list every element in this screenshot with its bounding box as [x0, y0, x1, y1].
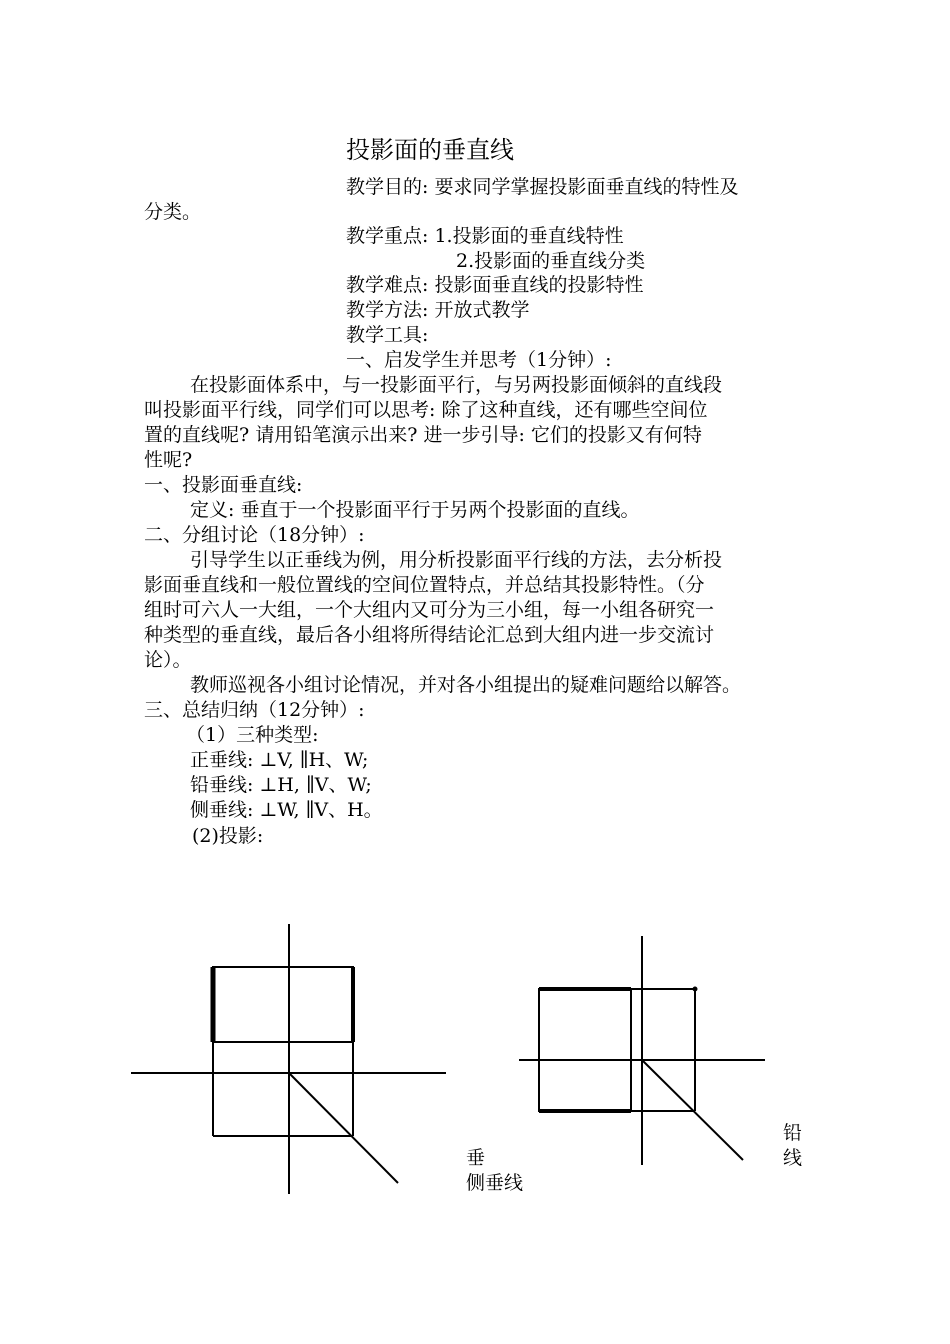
text-line: 铅垂线: ⊥H, ∥V、W; — [190, 774, 372, 796]
section-heading: 一、投影面垂直线: — [144, 474, 303, 496]
text-line: （1）三种类型: — [186, 724, 319, 746]
text-line: 侧垂线: ⊥W, ∥V、H。 — [190, 799, 383, 821]
text-line: 影面垂直线和一般位置线的空间位置特点，并总结其投影特性。（分 — [144, 574, 705, 596]
label-cechuixian: 侧垂线 — [466, 1172, 524, 1194]
text-line: (2)投影: — [192, 825, 264, 847]
text-line: 教学工具: — [346, 324, 429, 346]
text-line: 引导学生以正垂线为例，用分析投影面平行线的方法，去分析投 — [190, 549, 723, 571]
text-line: 种类型的垂直线，最后各小组将所得结论汇总到大组内进一步交流讨 — [144, 624, 715, 646]
text-line: 教师巡视各小组讨论情况，并对各小组提出的疑难问题给以解答。 — [190, 674, 742, 696]
label-qian: 铅 — [783, 1122, 803, 1144]
front-view-rect — [213, 967, 353, 1042]
label-xian: 线 — [783, 1147, 803, 1169]
left-projection-diagram — [131, 924, 446, 1194]
text-line: 2.投影面的垂直线分类 — [456, 250, 646, 272]
section-heading: 三、总结归纳（12分钟）: — [144, 699, 365, 721]
label-chui: 垂 — [466, 1147, 486, 1169]
text-line: 组时可六人一大组，一个大组内又可分为三小组，每一小组各研究一 — [144, 599, 715, 621]
text-line: 定义: 垂直于一个投影面平行于另两个投影面的直线。 — [190, 499, 640, 521]
section-heading: 二、分组讨论（18分钟）: — [144, 524, 365, 546]
diagonal-45 — [289, 1073, 398, 1183]
text-line: 性呢? — [144, 449, 193, 471]
text-line: 教学重点: 1.投影面的垂直线特性 — [346, 225, 624, 247]
front-view-rect — [539, 989, 631, 1111]
text-line: 论）。 — [144, 649, 192, 671]
text-line: 在投影面体系中，与一投影面平行，与另两投影面倾斜的直线段 — [190, 374, 723, 396]
text-line: 教学难点: 投影面垂直线的投影特性 — [346, 274, 644, 296]
text-line: 正垂线: ⊥V, ∥H、W; — [190, 749, 369, 771]
right-projection-diagram — [519, 936, 765, 1165]
text-line: 置的直线呢? 请用铅笔演示出来? 进一步引导: 它们的投影又有何特 — [144, 424, 702, 446]
corner-point — [693, 987, 697, 991]
text-line: 叫投影面平行线，同学们可以思考: 除了这种直线，还有哪些空间位 — [144, 399, 708, 421]
page-title: 投影面的垂直线 — [346, 136, 514, 164]
text-line: 分类。 — [144, 201, 202, 223]
section-heading: 一、启发学生并思考（1分钟）: — [346, 349, 612, 371]
text-line: 教学目的: 要求同学掌握投影面垂直线的特性及 — [346, 176, 739, 198]
text-line: 教学方法: 开放式教学 — [346, 299, 530, 321]
